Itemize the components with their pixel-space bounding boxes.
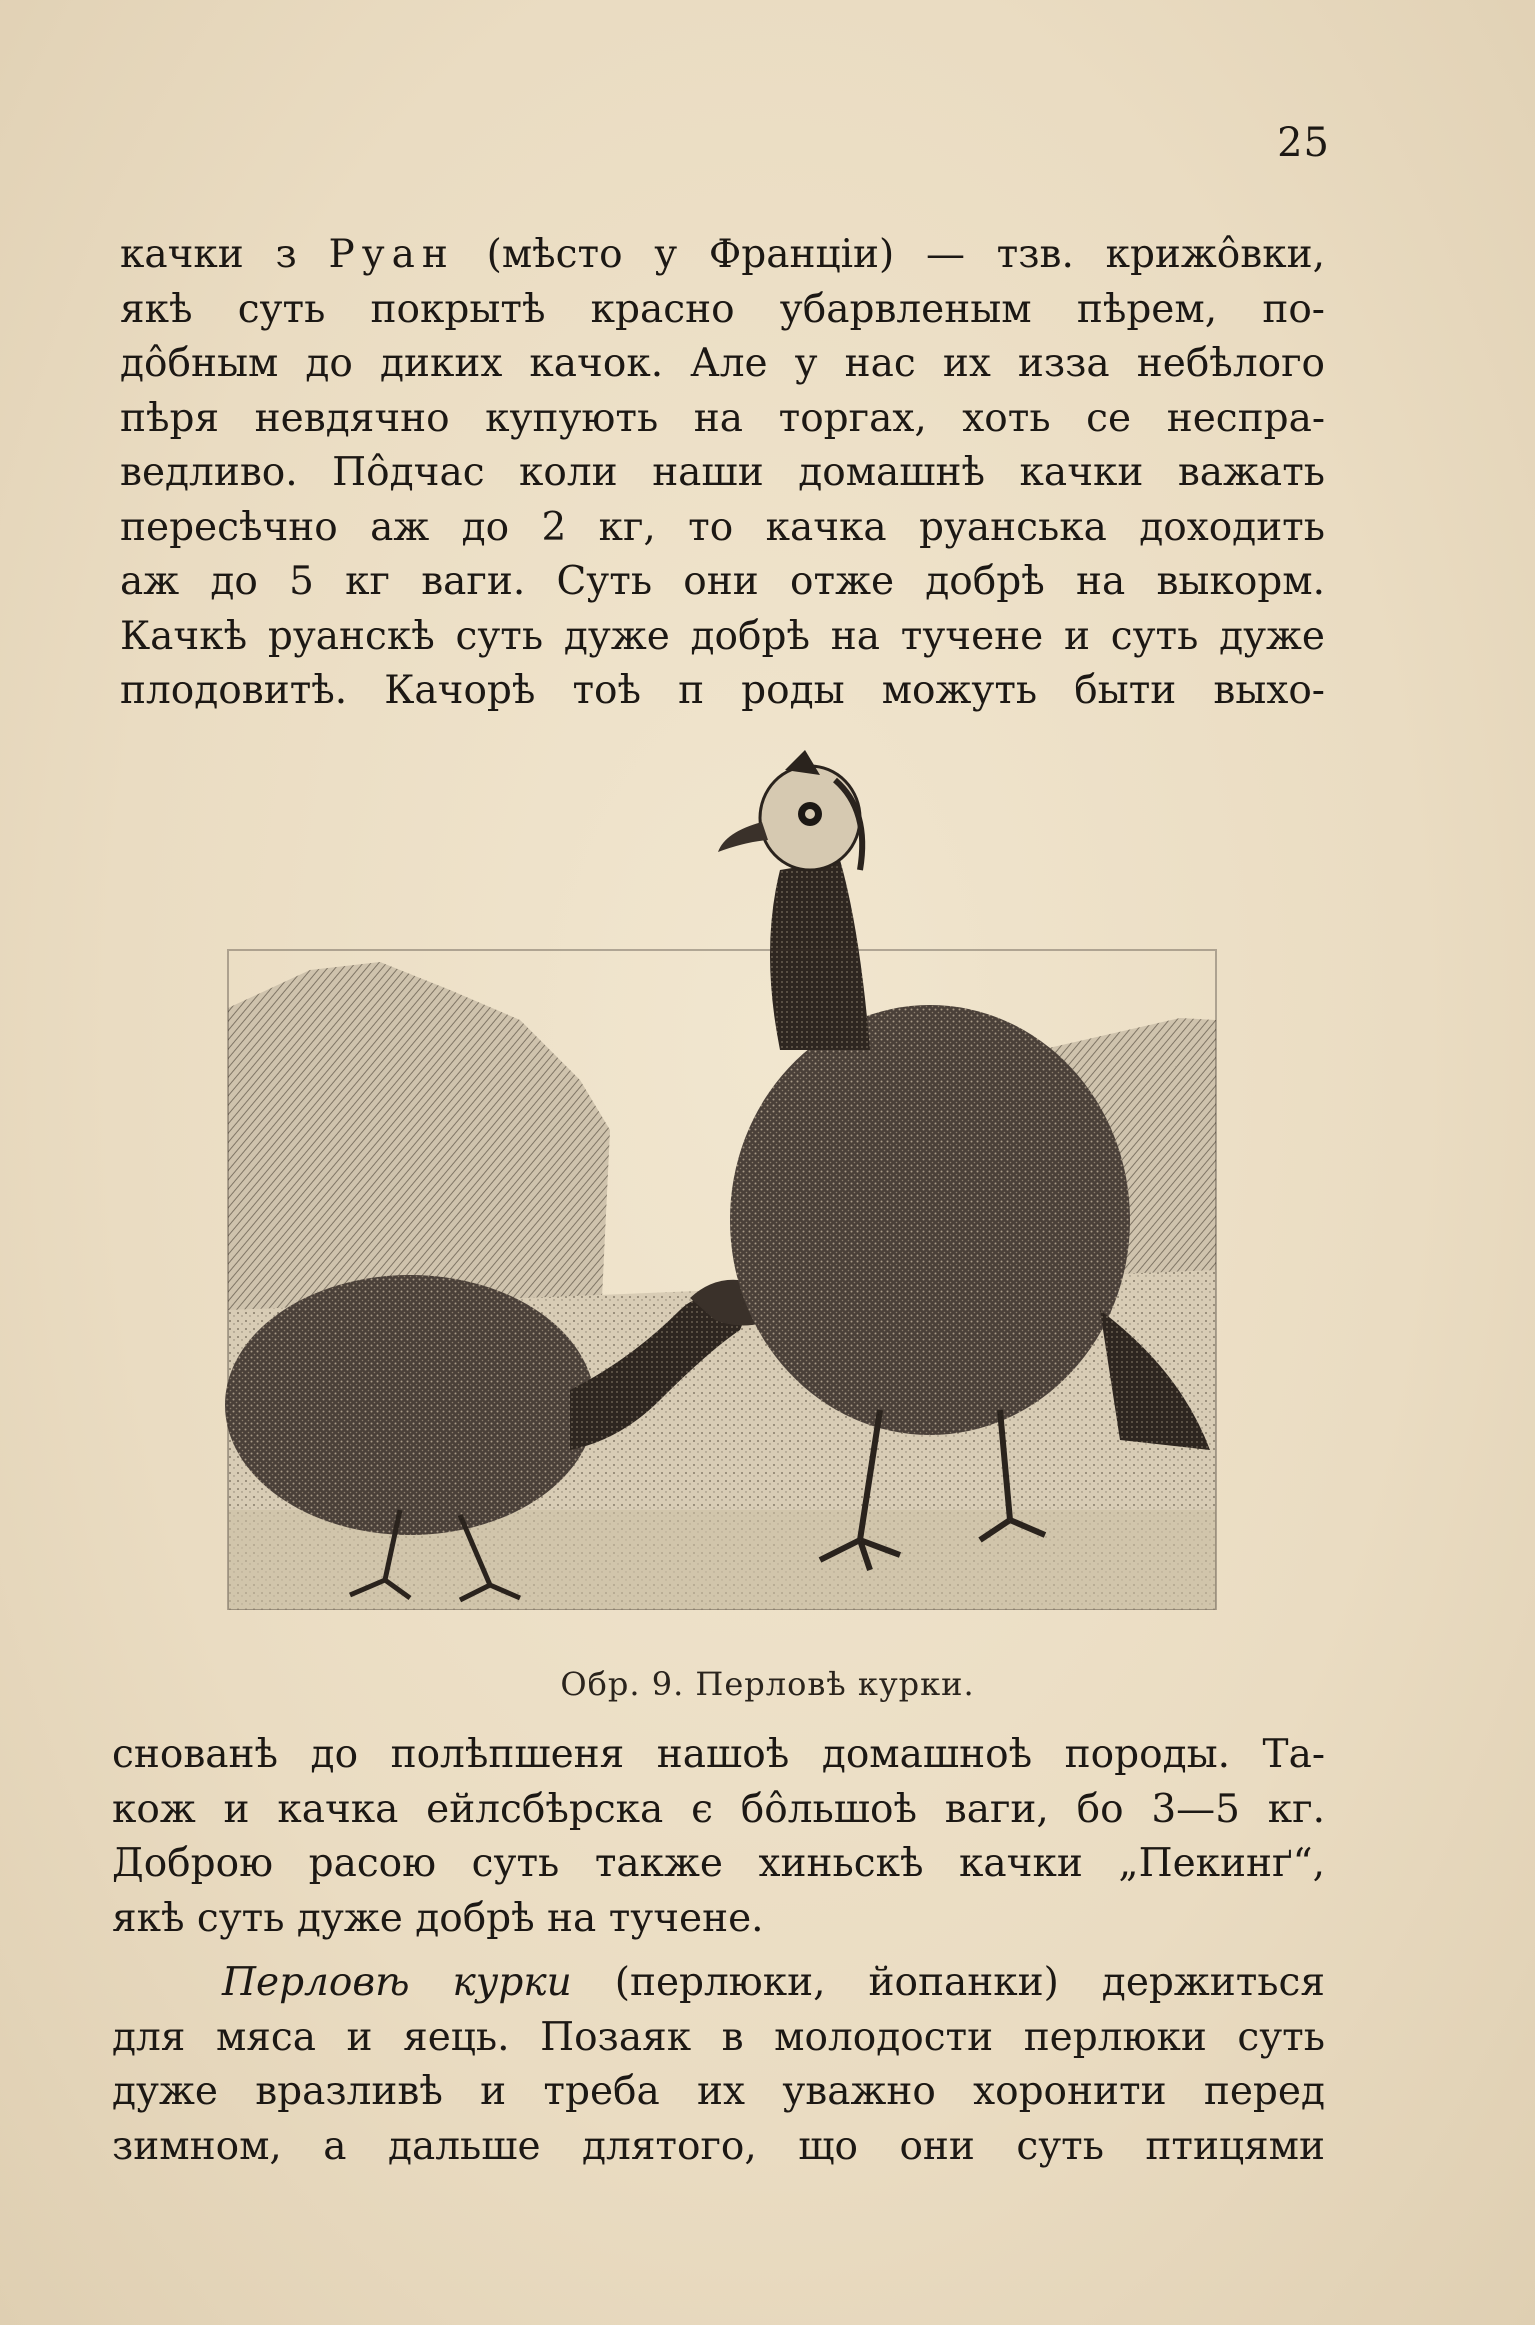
guinea-fowl-illustration — [220, 750, 1220, 1610]
text-line: качки з Руан (мѣсто у Франціи) — тзв. крижо̂вки, — [120, 232, 1325, 277]
text-line: Качкѣ руанскѣ суть дуже добрѣ на тучене и суть дуже — [120, 613, 1325, 659]
text-block-bottom — [112, 1728, 1325, 2174]
text-line: пѣря невдячно купують на торгах, хоть се неспра- — [120, 395, 1325, 441]
text-line: ведливо. По̂дчас коли наши домашнѣ качки важать — [120, 450, 1325, 495]
text-line: плодовитѣ. Качорѣ тоѣ п роды можуть быти выхо- — [120, 668, 1325, 713]
text-line: якѣ суть дуже добрѣ на тучене. — [112, 1895, 764, 1941]
figure-caption: Обр. 9. Перловѣ курки. — [560, 1665, 975, 1703]
text-line: до̂бным до диких качок. Але у нас их изза небѣлого — [120, 341, 1325, 386]
text-line: дуже вразливѣ и треба их уважно хоронити перед — [112, 2069, 1325, 2114]
text-line: якѣ суть покрытѣ красно убарвленым пѣрем, по- — [120, 286, 1325, 332]
text-block-top — [120, 228, 1325, 719]
page-number: 25 — [1277, 120, 1330, 166]
text-line: снованѣ до полѣпшеня нашоѣ домашноѣ породы. Та- — [112, 1732, 1325, 1777]
italic-term: Перловѣ курки — [222, 1960, 572, 2005]
text-line: для мяса и яець. Позаяк в молодости перлюки суть — [112, 2014, 1325, 2060]
text-line: кож и качка ейлсбѣрска є бо̂льшоѣ ваги, бо 3—5 кг. — [112, 1786, 1325, 1832]
text-line: пересѣчно аж до 2 кг, то качка руанська доходить — [120, 504, 1325, 550]
text-line: зимном, а дальше длятого, що они суть птицями — [112, 2123, 1325, 2169]
text-line: аж до 5 кг ваги. Суть они отже добрѣ на выкорм. — [120, 559, 1325, 604]
paragraph-2-first-line: Перловѣ курки (перлюки, йопанки) держиться — [222, 1960, 1325, 2005]
text-line: Доброю расою суть также хиньскѣ качки „Пекинґ“, — [112, 1841, 1325, 1886]
